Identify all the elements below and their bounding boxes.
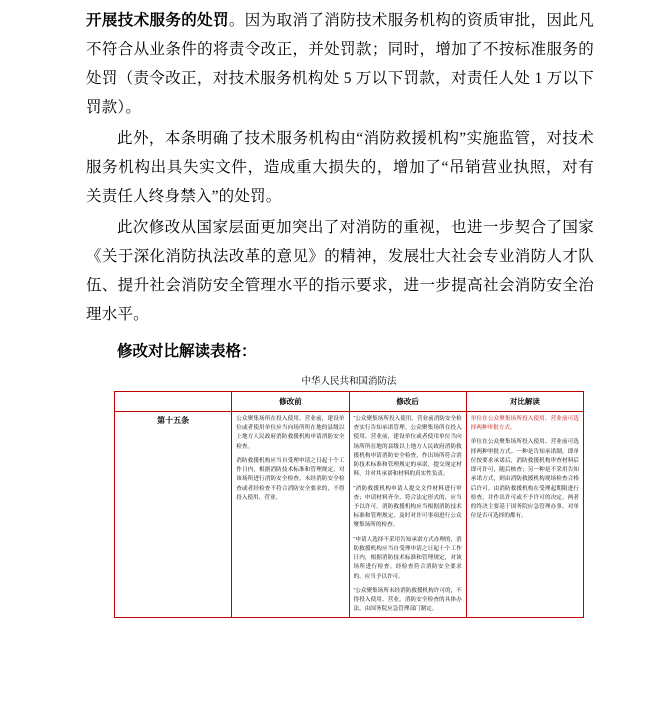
table-caption: 中华人民共和国消防法 xyxy=(301,376,397,387)
after-para-3: “申请人选择不采用告知承诺方式办理的，消防救援机构应当自受理申请之日起十个工作日内，根据消防技术标准和管理规定，对该场所进行检查。经检查符合消防安全要求的，应当予以许可。 xyxy=(353,536,462,580)
after-para-1: “公众聚集场所投入使用、营业前消防安全检查实行告知承诺管理。公众聚集场所在投入使用、营业前，建设单位或者使用单位当向场所所在地的县级以上地方人民政府消防救援机构申请消防安全检查，作出场所符合消防技术标准和管理规定的承诺，提交现定材料，并对其承诺和材料的真实性负责。 xyxy=(353,416,462,478)
table-row xyxy=(115,412,584,618)
table-cell-before xyxy=(232,412,349,618)
table-cell-note xyxy=(466,412,583,618)
table-row-label: 第十五条 xyxy=(115,412,232,618)
table-header-row xyxy=(115,392,584,412)
before-para-1: 公众聚集场所在投入使用、营业前，建设单位或者使用单位应当向场所所在地的县级以上地方人民政府消防救援机构申请消防安全检查。 xyxy=(236,416,345,450)
table-cell-after xyxy=(349,412,466,618)
paragraph-1-lead: 开展技术服务的处罚 xyxy=(86,12,229,29)
table-header-corner xyxy=(115,392,232,412)
comparison-table-wrapper xyxy=(114,371,584,618)
paragraph-1 xyxy=(86,6,594,122)
table-header-note: 对比解读 xyxy=(466,392,583,412)
table-header-before: 修改前 xyxy=(232,392,349,412)
note-highlight: 单位在公众聚集场所投入使用、营业前可选择两种审批方式。 xyxy=(470,416,579,432)
paragraph-3: 此次修改从国家层面更加突出了对消防的重视，也进一步契合了国家《关于深化消防执法改革的意见》的精神，发展壮大社会专业消防人才队伍、提升社会消防安全管理水平的指示要求，进一步提高社会消防安全治理水平。 xyxy=(86,219,594,323)
before-para-2: 消防救援机构应当自受理申请之日起十个工作日内，根据消防技术标准和管理规定，对该场所进行消防安全检查。未经消防安全检查或者经检查不符合消防安全要求的，不得投入使用、营业。 xyxy=(236,457,345,501)
after-para-2: “消防救援机构申请人提交文件材料进行审查；申请材料齐全、符合法定形式的，应当予以许可。消防救援机构应当根据消防技术标准和管理规定，及时对许可事项进行公众聚集场所的检查。 xyxy=(353,485,462,529)
paragraph-2: 此外，本条明确了技术服务机构由“消防救援机构”实施监管，对技术服务机构出具失实文件，造成重大损失的，增加了“吊销营业执照，对有关责任人终身禁入”的处罚。 xyxy=(86,130,594,205)
section-heading: 修改对比解读表格： xyxy=(117,343,257,360)
paragraph-1-text: 。因为取消了消防技术服务机构的资质审批，因此凡不符合从业条件的将责令改正，并处罚款；同时，增加了不按标准服务的处罚（责令改正，对技术服务机构处 5 万以下罚款，对责任人处 1 万以下罚款）。 xyxy=(86,12,594,116)
note-body: 单位在公众聚集场所投入使用、营业前可选择两种审批方式。一种是告知承诺制，即单位按要求承诺后，消防救援机构审查材料后即可许可，随后核查；另一种是不采用告知承诺方式，则由消防救援机构现场检查合格后许可。由消防救援机构在受理起期限进行检查，并作出许可或不予许可的决定。两者的终决主要基于国务院应急管理办事，对单位是否可选择的都有。 xyxy=(470,439,579,520)
table-header-after: 修改后 xyxy=(349,392,466,412)
comparison-table xyxy=(114,371,584,618)
after-para-4: “公众聚集场所未经消防救援机构许可的，不得投入使用、营业。消防安全检查的具体办法，由国务院应急管理部门制定。 xyxy=(353,587,462,613)
